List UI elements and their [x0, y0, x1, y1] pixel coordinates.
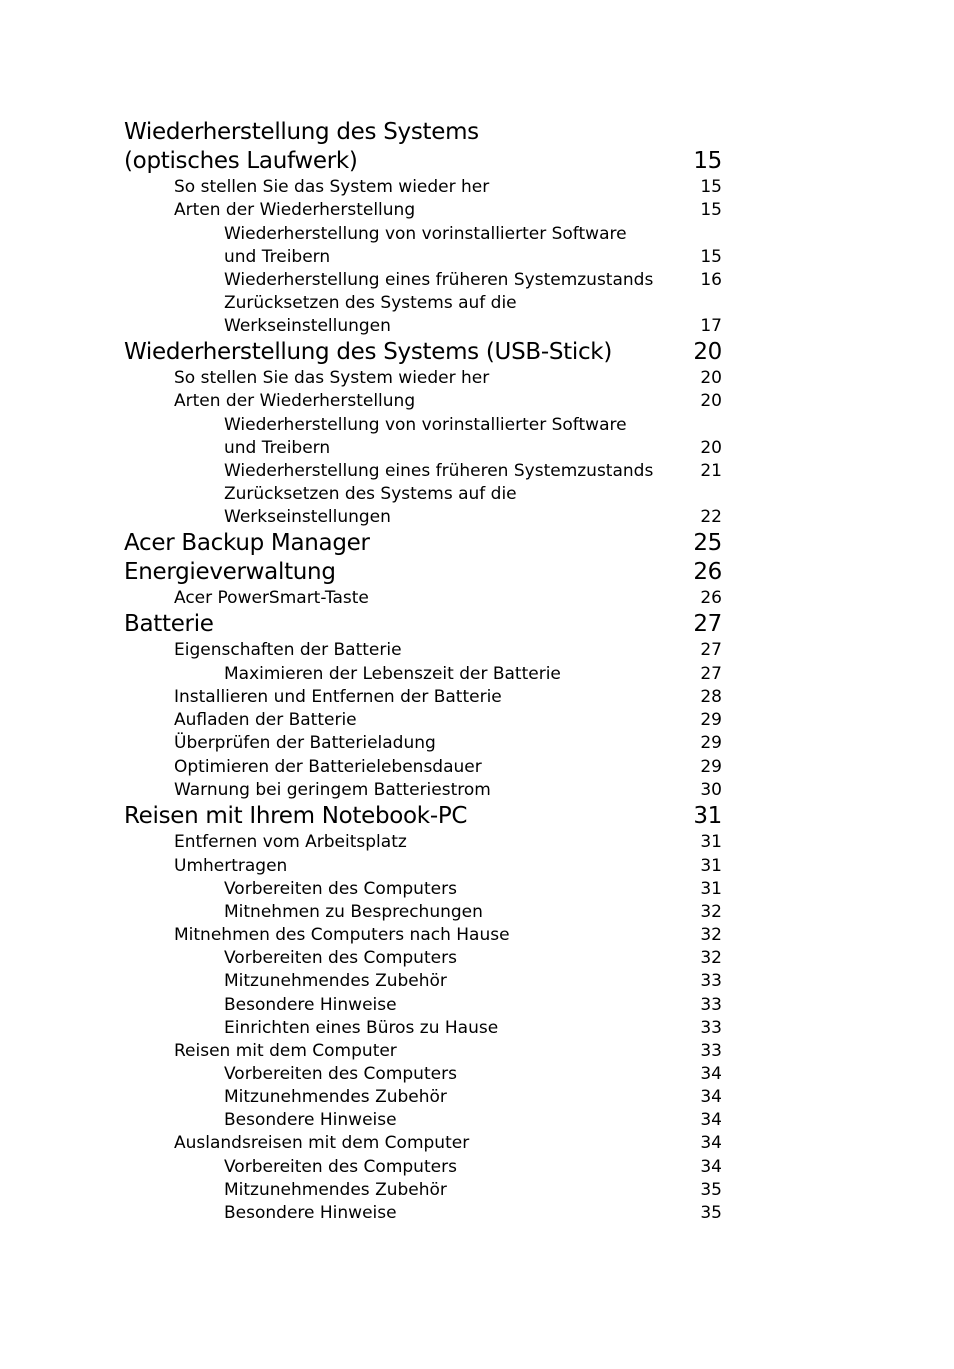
toc-entry[interactable]	[124, 709, 722, 732]
toc-subentry[interactable]	[124, 1202, 722, 1225]
toc-page-number: 29	[700, 756, 722, 777]
toc-subentry[interactable]	[124, 414, 722, 460]
toc-subentry[interactable]	[124, 1109, 722, 1132]
toc-entry-title: Wiederherstellung des Systems (USB-Stick)	[124, 339, 612, 366]
toc-entry-title: Eigenschaften der Batterie	[174, 640, 402, 661]
toc-entry-title: Vorbereiten des Computers	[224, 1064, 457, 1085]
toc-entry[interactable]	[124, 1040, 722, 1063]
toc-entry-title: Besondere Hinweise	[224, 994, 397, 1015]
toc-page-number: 15	[700, 200, 722, 221]
toc-entry-title: Arten der Wiederherstellung	[174, 391, 416, 412]
toc-page-number: 32	[700, 948, 722, 969]
toc-entry-title: Wiederherstellung eines früheren Systemzustands	[224, 460, 654, 481]
toc-heading[interactable]	[124, 802, 722, 831]
toc-entry[interactable]	[124, 390, 722, 413]
toc-page-number: 26	[700, 588, 722, 609]
toc-page-number: 34	[700, 1064, 722, 1085]
toc-entry-title: Zurücksetzen des Systems auf die	[224, 483, 517, 504]
toc-page-number: 22	[700, 507, 722, 528]
toc-entry-title: Aufladen der Batterie	[174, 710, 357, 731]
toc-page-number: 33	[700, 971, 722, 992]
toc-entry-title: Arten der Wiederherstellung	[174, 200, 416, 221]
toc-entry-title: Acer Backup Manager	[124, 530, 370, 557]
toc-page-number: 33	[700, 994, 722, 1015]
toc-subentry[interactable]	[124, 1156, 722, 1179]
toc-subentry[interactable]	[124, 1179, 722, 1202]
toc-entry-title: Umhertragen	[174, 855, 288, 876]
toc-entry-title: Mitzunehmendes Zubehör	[224, 1179, 447, 1200]
toc-page-number: 32	[700, 901, 722, 922]
toc-entry-title: So stellen Sie das System wieder her	[174, 368, 490, 389]
toc-entry-title: Werkseinstellungen	[224, 315, 391, 336]
toc-entry[interactable]	[124, 367, 722, 390]
toc-entry-title: Mitnehmen des Computers nach Hause	[174, 925, 510, 946]
toc-entry-title: Mitzunehmendes Zubehör	[224, 1087, 447, 1108]
toc-entry-title: Energieverwaltung	[124, 559, 336, 586]
toc-subentry[interactable]	[124, 269, 722, 292]
toc-entry-title: Reisen mit Ihrem Notebook-PC	[124, 803, 468, 830]
toc-subentry[interactable]	[124, 994, 722, 1017]
toc-page-number: 35	[700, 1202, 722, 1223]
toc-heading[interactable]	[124, 118, 722, 176]
toc-entry-title: Vorbereiten des Computers	[224, 1156, 457, 1177]
toc-page-number: 29	[700, 733, 722, 754]
toc-entry-title: Wiederherstellung von vorinstallierter Software	[224, 223, 627, 244]
toc-page-number: 31	[700, 878, 722, 899]
toc-page-number: 31	[693, 803, 722, 830]
toc-entry[interactable]	[124, 686, 722, 709]
toc-entry-title: Wiederherstellung des Systems	[124, 119, 479, 145]
toc-entry-title: Wiederherstellung von vorinstallierter Software	[224, 414, 627, 435]
toc-page-number: 15	[700, 177, 722, 197]
toc-page-number: 15	[700, 246, 722, 267]
toc-subentry[interactable]	[124, 970, 722, 993]
toc-entry-title: Maximieren der Lebenszeit der Batterie	[224, 663, 561, 684]
toc-entry-title: Optimieren der Batterielebensdauer	[174, 756, 482, 777]
toc-entry-title: Batterie	[124, 611, 214, 638]
toc-page-number: 27	[700, 663, 722, 684]
toc-entry[interactable]	[124, 176, 722, 199]
toc-entry-title: Wiederherstellung eines früheren Systemzustands	[224, 269, 654, 290]
toc-entry[interactable]	[124, 199, 722, 222]
toc-page-number: 17	[700, 315, 722, 336]
toc-entry[interactable]	[124, 924, 722, 947]
toc-subentry[interactable]	[124, 878, 722, 901]
toc-entry-title: Überprüfen der Batterieladung	[174, 733, 436, 754]
toc-entry[interactable]	[124, 756, 722, 779]
toc-page-number: 20	[693, 339, 722, 366]
toc-entry[interactable]	[124, 1132, 722, 1155]
toc-entry[interactable]	[124, 587, 722, 610]
toc-page-number: 27	[693, 611, 722, 638]
toc-entry-title: Zurücksetzen des Systems auf die	[224, 292, 517, 313]
toc-heading[interactable]	[124, 558, 722, 587]
toc-page-number: 20	[700, 391, 722, 412]
toc-page-number: 34	[700, 1087, 722, 1108]
toc-entry-title: Werkseinstellungen	[224, 507, 391, 528]
toc-page-number: 35	[700, 1179, 722, 1200]
toc-subentry[interactable]	[124, 901, 722, 924]
toc-entry-title: Auslandsreisen mit dem Computer	[174, 1133, 470, 1154]
toc-entry-title: Mitnehmen zu Besprechungen	[224, 901, 483, 922]
toc-page-number: 33	[700, 1017, 722, 1038]
toc-subentry[interactable]	[124, 223, 722, 269]
toc-entry-title: Mitzunehmendes Zubehör	[224, 971, 447, 992]
toc-subentry[interactable]	[124, 1086, 722, 1109]
toc-entry-title: Reisen mit dem Computer	[174, 1040, 397, 1061]
toc-page-number: 21	[700, 460, 722, 481]
toc-page-number: 20	[700, 437, 722, 458]
toc-subentry[interactable]	[124, 663, 722, 686]
toc-page-number: 28	[700, 686, 722, 707]
toc-page-number: 33	[700, 1040, 722, 1061]
toc-page-number: 26	[693, 559, 722, 586]
toc-page-number: 25	[693, 530, 722, 557]
toc-page-number: 15	[693, 148, 722, 174]
toc-page-number: 34	[700, 1156, 722, 1177]
toc-entry[interactable]	[124, 639, 722, 662]
toc-entry-title: Besondere Hinweise	[224, 1202, 397, 1223]
toc-page-number: 29	[700, 710, 722, 731]
toc-page-number: 20	[700, 368, 722, 389]
toc-entry[interactable]	[124, 831, 722, 854]
toc-entry[interactable]	[124, 732, 722, 755]
toc-subentry[interactable]	[124, 483, 722, 529]
toc-entry[interactable]	[124, 855, 722, 878]
table-of-contents	[124, 118, 724, 1225]
toc-entry-title: Entfernen vom Arbeitsplatz	[174, 832, 407, 853]
toc-page-number: 31	[700, 832, 722, 853]
toc-entry-title: Acer PowerSmart-Taste	[174, 588, 369, 609]
toc-entry-title: und Treibern	[224, 437, 331, 458]
toc-heading[interactable]	[124, 610, 722, 639]
toc-page-number: 31	[700, 855, 722, 876]
toc-entry-title: Warnung bei geringem Batteriestrom	[174, 780, 491, 800]
toc-entry-title: Vorbereiten des Computers	[224, 948, 457, 969]
toc-page-number: 30	[700, 780, 722, 800]
toc-entry-title: (optisches Laufwerk)	[124, 148, 358, 174]
toc-entry-title: So stellen Sie das System wieder her	[174, 177, 490, 197]
toc-subentry[interactable]	[124, 1063, 722, 1086]
toc-entry-title: Einrichten eines Büros zu Hause	[224, 1017, 499, 1038]
toc-page-number: 16	[700, 269, 722, 290]
toc-subentry[interactable]	[124, 460, 722, 483]
toc-entry[interactable]	[124, 779, 722, 802]
toc-entry-title: und Treibern	[224, 246, 331, 267]
toc-entry-title: Vorbereiten des Computers	[224, 878, 457, 899]
toc-subentry[interactable]	[124, 1017, 722, 1040]
toc-heading[interactable]	[124, 338, 722, 367]
toc-entry-title: Installieren und Entfernen der Batterie	[174, 686, 502, 707]
toc-entry-title: Besondere Hinweise	[224, 1110, 397, 1131]
toc-subentry[interactable]	[124, 947, 722, 970]
toc-page-number: 34	[700, 1133, 722, 1154]
toc-page-number: 32	[700, 925, 722, 946]
toc-page-number: 27	[700, 640, 722, 661]
toc-heading[interactable]	[124, 529, 722, 558]
toc-page-number: 34	[700, 1110, 722, 1131]
toc-subentry[interactable]	[124, 292, 722, 338]
